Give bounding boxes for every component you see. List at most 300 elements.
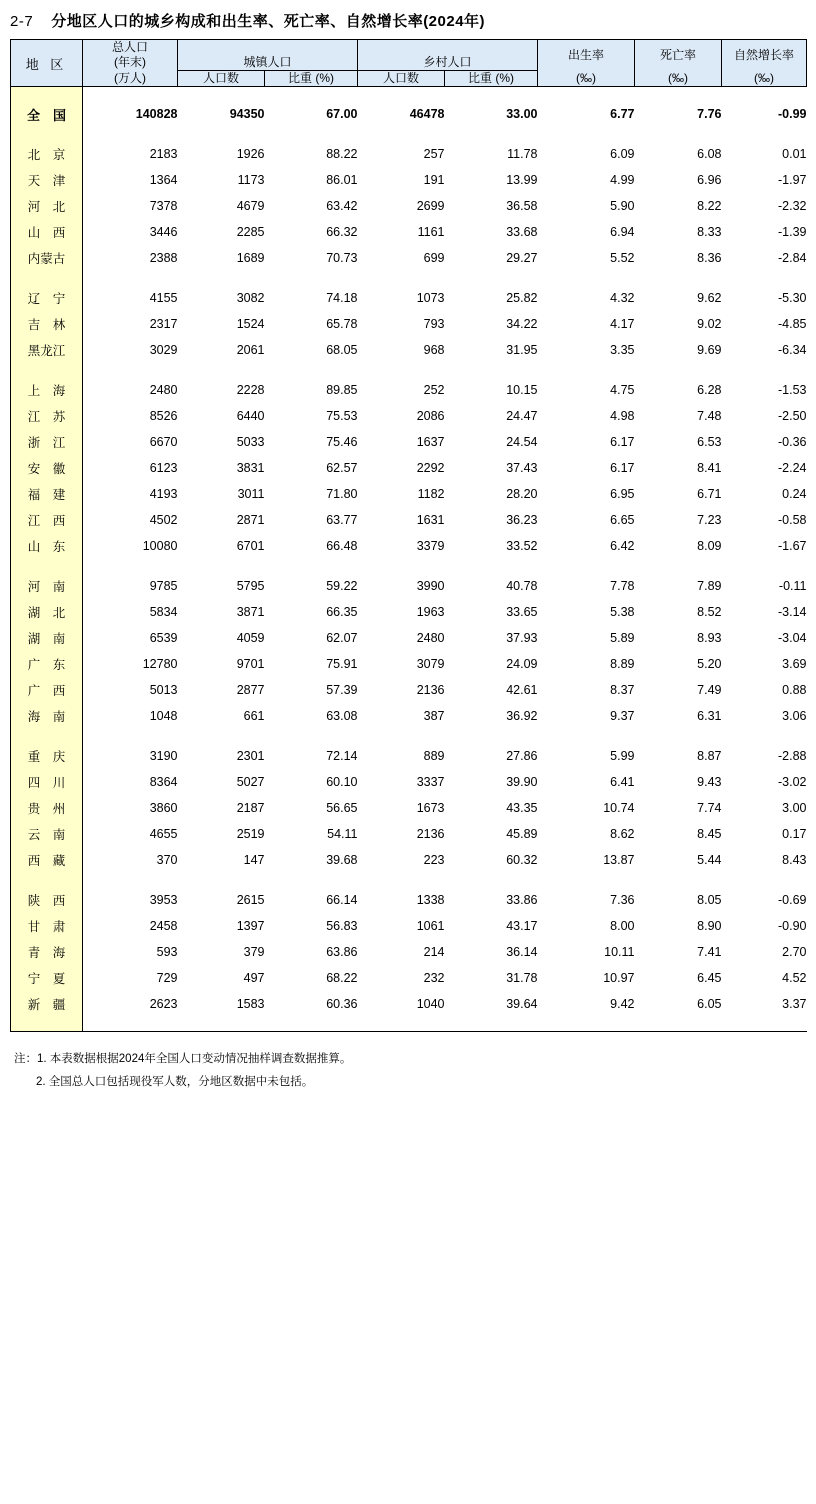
data-cell: 56.65 [326,801,358,815]
data-cell: 5.44 [697,853,722,867]
spacer-cell [358,559,445,573]
spacer-row [11,87,807,102]
spacer-row [11,559,807,573]
spacer-cell [538,87,635,102]
spacer-cell [265,127,358,141]
region-cell: 安 徽 [11,455,83,481]
table-row[interactable] [11,141,807,167]
spacer-cell [445,729,538,743]
data-cell: 1048 [149,709,178,723]
region-cell: 宁 夏 [11,965,83,991]
data-cell: 5033 [236,435,265,449]
spacer-cell [635,271,722,285]
data-cell: 6.65 [610,513,635,527]
spacer-cell [722,127,807,141]
table-bottom-row [11,1017,807,1032]
table-notes [14,1048,816,1094]
region-cell: 山 东 [11,533,83,559]
region-cell: 西 藏 [11,847,83,873]
data-cell: 889 [423,749,445,763]
data-cell: -0.69 [778,893,807,907]
data-cell: 8.09 [697,539,722,553]
spacer-cell [83,1017,178,1032]
data-cell: -1.39 [778,225,807,239]
region-cell: 浙 江 [11,429,83,455]
spacer-cell [358,127,445,141]
data-cell: 54.11 [327,827,358,841]
data-cell: 5834 [149,605,178,619]
spacer-cell [538,729,635,743]
data-cell: 1637 [416,435,445,449]
spacer-cell [178,127,265,141]
header-rural-spacer [358,40,538,56]
table-row[interactable] [11,533,807,559]
data-cell: 34.22 [506,317,538,331]
data-cell: 1073 [416,291,445,305]
data-cell: 5.20 [697,657,722,671]
data-cell: 29.27 [506,251,538,265]
data-cell: 2877 [236,683,265,697]
data-cell: 6123 [149,461,178,475]
table-row[interactable] [11,403,807,429]
data-cell: 6440 [236,409,265,423]
table-row[interactable] [11,703,807,729]
data-cell: 66.48 [326,539,358,553]
data-cell: 9.43 [697,775,722,789]
data-cell: 1338 [416,893,445,907]
region-cell: 山 西 [11,219,83,245]
data-cell: 4155 [149,291,178,305]
region-cell: 北 京 [11,141,83,167]
data-cell: 2480 [416,631,445,645]
data-cell: 3.35 [610,343,635,357]
data-cell: 4502 [149,513,178,527]
data-cell: 2.70 [782,945,807,959]
spacer-region-cell [11,363,83,377]
spacer-cell [445,873,538,887]
data-cell: 68.22 [326,971,358,985]
data-cell: 257 [423,147,445,161]
data-cell: 9701 [236,657,265,671]
data-cell: 62.07 [326,631,358,645]
data-cell: 6.71 [697,487,722,501]
table-row[interactable] [11,847,807,873]
data-cell: 9.62 [697,291,722,305]
data-cell: -2.32 [778,199,807,213]
data-cell: 28.20 [506,487,538,501]
data-cell: 37.93 [506,631,538,645]
table-row[interactable] [11,965,807,991]
data-cell: 31.95 [506,343,538,357]
data-cell: 8.36 [697,251,722,265]
header-urban: 城镇人口 [178,55,358,71]
data-cell: 7.76 [697,107,722,121]
spacer-cell [445,1017,538,1032]
header-natural-growth: 自然增长率 [722,40,807,71]
spacer-cell [358,729,445,743]
region-cell: 吉 林 [11,311,83,337]
spacer-cell [83,559,178,573]
region-cell: 河 北 [11,193,83,219]
data-cell: 6.45 [697,971,722,985]
data-cell: 10.11 [604,945,635,959]
spacer-cell [83,873,178,887]
spacer-cell [265,363,358,377]
spacer-cell [265,271,358,285]
data-cell: 12780 [142,657,178,671]
table-header-row-3 [11,71,807,87]
data-cell: 62.57 [326,461,358,475]
data-cell: 1963 [416,605,445,619]
data-cell: 33.52 [506,539,538,553]
data-cell: 2458 [149,919,178,933]
data-cell: 661 [243,709,265,723]
note-1: 注：1. 本表数据根据2024年全国人口变动情况抽样调查数据推算。 [14,1053,352,1065]
table-row[interactable] [11,887,807,913]
table-row[interactable] [11,337,807,363]
data-cell: 1397 [236,919,265,933]
data-cell: 1631 [416,513,445,527]
region-cell: 江 苏 [11,403,83,429]
spacer-cell [83,127,178,141]
data-cell: 5.99 [610,749,635,763]
data-cell: 33.00 [506,107,538,121]
data-cell: 70.73 [326,251,358,265]
header-region: 地 区 [11,40,83,87]
population-table [10,39,807,1032]
region-cell: 天 津 [11,167,83,193]
data-cell: 6.28 [697,383,722,397]
data-cell: 2871 [236,513,265,527]
spacer-cell [445,559,538,573]
spacer-cell [635,127,722,141]
data-cell: -3.02 [778,775,807,789]
spacer-cell [83,729,178,743]
data-cell: 10.15 [506,383,538,397]
header-urban-share: 比重 (%) [265,71,358,87]
data-cell: 0.24 [782,487,807,501]
table-row[interactable] [11,991,807,1017]
data-cell: 252 [423,383,445,397]
data-cell: 40.78 [506,579,538,593]
data-cell: 36.23 [506,513,538,527]
data-cell: -4.85 [778,317,807,331]
data-cell: 4679 [236,199,265,213]
data-cell: 71.80 [326,487,358,501]
data-cell: 3190 [149,749,178,763]
data-cell: 5.89 [610,631,635,645]
data-cell: 5795 [236,579,265,593]
spacer-cell [83,87,178,102]
table-row[interactable] [11,507,807,533]
header-rural-share: 比重 (%) [445,71,538,87]
spacer-cell [178,363,265,377]
data-cell: 379 [243,945,265,959]
data-cell: 75.53 [326,409,358,423]
spacer-cell [538,363,635,377]
data-cell: 6539 [149,631,178,645]
region-cell: 全 国 [11,101,83,127]
spacer-cell [635,729,722,743]
data-cell: 1673 [416,801,445,815]
table-row[interactable] [11,769,807,795]
data-cell: -1.67 [778,539,807,553]
data-cell: 4.75 [610,383,635,397]
data-cell: 4.17 [610,317,635,331]
spacer-cell [538,873,635,887]
data-cell: 7.48 [697,409,722,423]
data-cell: 7.78 [610,579,635,593]
header-rural-count: 人口数 [358,71,445,87]
data-cell: 9.42 [610,997,635,1011]
data-cell: 89.85 [326,383,358,397]
data-cell: 6.42 [610,539,635,553]
table-row[interactable] [11,821,807,847]
header-total-pop: 总人口 [83,40,178,56]
data-cell: 4059 [236,631,265,645]
page-title [0,0,816,39]
data-cell: 11.78 [507,147,538,161]
data-cell: 6.08 [697,147,722,161]
data-cell: 59.22 [326,579,358,593]
spacer-cell [178,559,265,573]
table-row[interactable] [11,285,807,311]
data-cell: 88.22 [326,147,358,161]
data-cell: -2.84 [778,251,807,265]
spacer-region-cell [11,271,83,285]
data-cell: 45.89 [506,827,538,841]
data-cell: 1061 [416,919,445,933]
spacer-row [11,363,807,377]
data-cell: 94350 [229,107,265,121]
data-cell: 1364 [149,173,178,187]
data-cell: 8.41 [697,461,722,475]
data-cell: 2480 [149,383,178,397]
spacer-region-cell [11,873,83,887]
table-row[interactable] [11,677,807,703]
region-cell: 云 南 [11,821,83,847]
data-cell: -0.11 [778,579,807,593]
data-cell: 63.08 [326,709,358,723]
spacer-cell [445,87,538,102]
data-cell: 1182 [417,487,445,501]
data-cell: 2086 [416,409,445,423]
data-cell: 4.52 [782,971,807,985]
data-cell: 387 [423,709,445,723]
table-row[interactable] [11,193,807,219]
data-cell: 66.35 [326,605,358,619]
region-cell: 贵 州 [11,795,83,821]
region-cell: 河 南 [11,573,83,599]
data-cell: 5.38 [610,605,635,619]
region-cell: 湖 北 [11,599,83,625]
data-cell: 13.87 [603,853,635,867]
data-cell: 8.62 [610,827,635,841]
data-cell: 2623 [149,997,178,1011]
data-cell: 1173 [237,173,265,187]
data-cell: 793 [423,317,445,331]
spacer-cell [265,873,358,887]
table-row[interactable] [11,167,807,193]
data-cell: 8364 [149,775,178,789]
data-cell: 2317 [149,317,178,331]
spacer-cell [722,559,807,573]
data-cell: 13.99 [506,173,538,187]
data-cell: 31.78 [506,971,538,985]
data-cell: -6.34 [778,343,807,357]
data-cell: 3082 [236,291,265,305]
spacer-cell [178,729,265,743]
table-row[interactable] [11,101,807,127]
data-cell: 7.89 [697,579,722,593]
header-death-rate-unit: (‰) [635,71,722,87]
data-cell: 63.42 [326,199,358,213]
data-cell: 3379 [416,539,445,553]
data-cell: 6.09 [610,147,635,161]
region-cell: 海 南 [11,703,83,729]
data-cell: 36.58 [506,199,538,213]
table-row[interactable] [11,429,807,455]
spacer-cell [83,363,178,377]
data-cell: 2061 [236,343,265,357]
data-cell: 8.33 [697,225,722,239]
data-cell: 7.36 [610,893,635,907]
data-cell: 8.52 [697,605,722,619]
spacer-cell [178,87,265,102]
data-cell: 497 [243,971,265,985]
spacer-cell [538,559,635,573]
data-cell: 39.64 [506,997,538,1011]
spacer-row [11,271,807,285]
data-cell: 191 [423,173,445,187]
data-cell: 6.94 [610,225,635,239]
spacer-cell [358,271,445,285]
data-cell: 4193 [149,487,178,501]
data-cell: 75.91 [326,657,358,671]
table-row[interactable] [11,651,807,677]
data-cell: 1524 [236,317,265,331]
data-cell: 4.99 [610,173,635,187]
data-cell: 3871 [236,605,265,619]
data-cell: -1.97 [778,173,807,187]
spacer-cell [445,271,538,285]
data-cell: 8.45 [697,827,722,841]
table-row[interactable] [11,245,807,271]
data-cell: 232 [423,971,445,985]
data-cell: 2388 [149,251,178,265]
table-row[interactable] [11,913,807,939]
data-cell: 7.41 [697,945,722,959]
data-cell: 2183 [149,147,178,161]
data-cell: 6.95 [610,487,635,501]
region-cell: 广 东 [11,651,83,677]
data-cell: -0.36 [778,435,807,449]
data-cell: 36.14 [506,945,538,959]
data-cell: 9.69 [697,343,722,357]
data-cell: 1161 [417,225,445,239]
data-cell: 56.83 [326,919,358,933]
data-cell: 8.93 [697,631,722,645]
data-cell: 24.54 [506,435,538,449]
data-cell: 7.74 [697,801,722,815]
data-cell: 3.06 [782,709,807,723]
data-cell: 729 [156,971,178,985]
table-row[interactable] [11,311,807,337]
spacer-cell [635,873,722,887]
data-cell: 33.65 [506,605,538,619]
data-cell: 39.90 [506,775,538,789]
table-row[interactable] [11,743,807,769]
table-row[interactable] [11,377,807,403]
table-row[interactable] [11,795,807,821]
data-cell: 86.01 [326,173,358,187]
region-cell: 内蒙古 [11,245,83,271]
data-cell: 24.09 [506,657,538,671]
data-cell: 370 [156,853,178,867]
table-row[interactable] [11,455,807,481]
spacer-cell [722,271,807,285]
region-cell: 青 海 [11,939,83,965]
table-row[interactable] [11,573,807,599]
table-row[interactable] [11,481,807,507]
spacer-cell [445,127,538,141]
header-death-rate: 死亡率 [635,40,722,71]
data-cell: 5.52 [610,251,635,265]
table-row[interactable] [11,219,807,245]
data-cell: 214 [423,945,445,959]
spacer-cell [358,87,445,102]
note-2: 2. 全国总人口包括现役军人数，分地区数据中未包括。 [36,1076,314,1088]
table-row[interactable] [11,939,807,965]
spacer-cell [358,873,445,887]
region-cell: 湖 南 [11,625,83,651]
data-cell: 75.46 [326,435,358,449]
data-cell: 3.37 [782,997,807,1011]
data-cell: 3011 [237,487,265,501]
spacer-cell [538,1017,635,1032]
data-cell: 147 [243,853,265,867]
data-cell: 6.41 [610,775,635,789]
spacer-cell [538,271,635,285]
spacer-cell [83,271,178,285]
data-cell: 42.61 [506,683,538,697]
data-cell: 0.88 [782,683,807,697]
data-cell: 5013 [149,683,178,697]
table-row[interactable] [11,599,807,625]
spacer-cell [635,559,722,573]
table-row[interactable] [11,625,807,651]
data-cell: 74.18 [326,291,358,305]
data-cell: 8.00 [610,919,635,933]
data-cell: -3.14 [778,605,807,619]
spacer-cell [538,127,635,141]
region-cell: 江 西 [11,507,83,533]
data-cell: 3953 [149,893,178,907]
data-cell: 57.39 [326,683,358,697]
data-cell: 33.68 [506,225,538,239]
spacer-region-cell [11,87,83,102]
data-cell: 10.97 [603,971,635,985]
data-cell: 6.17 [610,435,635,449]
table-number: 2-7 [10,13,34,30]
spacer-row [11,729,807,743]
data-cell: 10080 [142,539,178,553]
data-cell: 8.37 [610,683,635,697]
region-cell: 四 川 [11,769,83,795]
header-urban-spacer [178,40,358,56]
data-cell: 60.10 [326,775,358,789]
data-cell: 7378 [149,199,178,213]
